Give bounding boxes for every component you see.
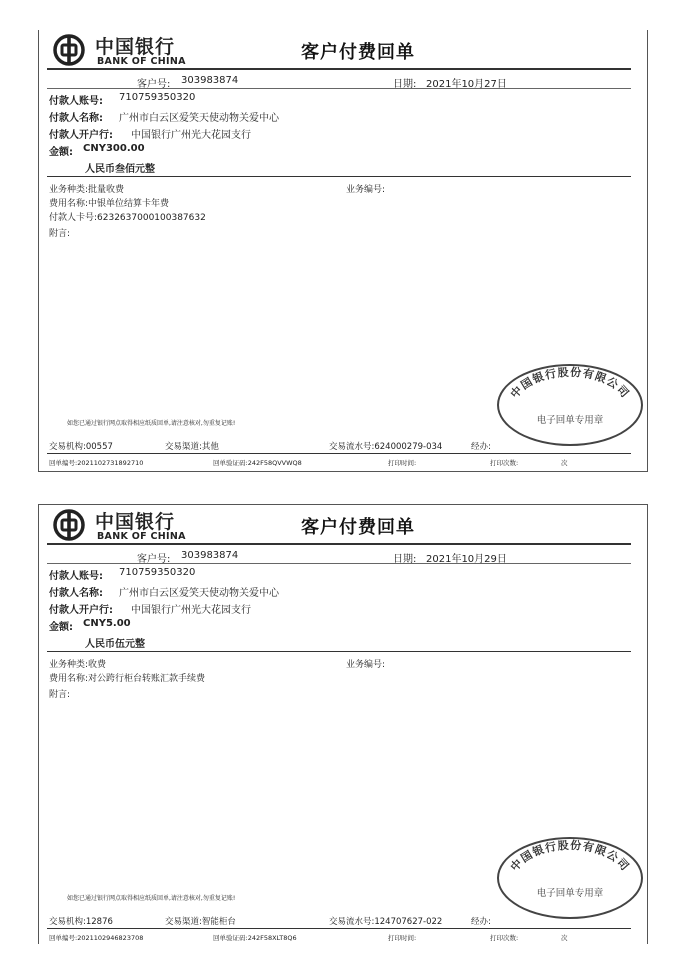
svg-text:中国银行股份有限公司: 中国银行股份有限公司	[508, 365, 632, 401]
trade-serial-no: 交易流水号:124707627-022	[329, 917, 443, 927]
trade-serial-no: 交易流水号:624000279-034	[329, 442, 443, 452]
page-title: 客户付费回单	[301, 42, 415, 63]
bank-of-china-logo-icon	[53, 509, 85, 541]
handler: 经办:	[471, 442, 491, 452]
seal-ring-text	[497, 837, 643, 919]
print-time: 打印时间:	[388, 934, 417, 942]
customer-no-label: 客户号:	[137, 79, 171, 90]
trade-org: 交易机构:00557	[49, 442, 113, 452]
date-value: 2021年10月27日	[426, 79, 507, 90]
header-divider	[47, 88, 631, 89]
date-label: 日期:	[393, 554, 417, 565]
business-no: 业务编号:	[346, 660, 386, 670]
amount-divider	[47, 176, 631, 177]
date-value: 2021年10月29日	[426, 554, 507, 565]
payer-card-no: 付款人卡号:6232637000100387632	[49, 213, 206, 223]
amount-in-words: 人民币叁佰元整	[85, 164, 155, 175]
amount-label: 金额:	[49, 147, 73, 158]
payer-name-label: 付款人名称:	[49, 113, 103, 124]
amount-in-words: 人民币伍元整	[85, 639, 145, 650]
trade-channel: 交易渠道:其他	[165, 442, 219, 452]
reconcile-notice: 如您已通过银行网点取得相应纸质回单,请注意核对,勿重复记账!	[67, 420, 236, 427]
amount-value: CNY300.00	[83, 143, 145, 154]
bank-of-china-logo-icon	[53, 34, 85, 66]
receipt-1	[38, 30, 648, 472]
seal-inner-text: 电子回单专用章	[536, 888, 604, 899]
header-divider	[47, 563, 631, 564]
payer-name: 广州市白云区爱笑天使动物关爱中心	[119, 588, 279, 599]
logo-chinese-text: 中国银行	[95, 511, 176, 533]
fee-name: 费用名称:对公跨行柜台转账汇款手续费	[49, 674, 206, 684]
receipt-no: 回单编号:2021102731892710	[49, 459, 144, 467]
verify-code: 回单验证码:242F58XLT8Q6	[213, 934, 297, 942]
customer-no: 303983874	[181, 75, 239, 86]
receipt-2	[38, 504, 648, 944]
amount-value: CNY5.00	[83, 618, 131, 629]
official-seal	[497, 364, 643, 446]
amount-label: 金额:	[49, 622, 73, 633]
logo-english-text: BANK OF CHINA	[97, 56, 186, 67]
footer-divider	[47, 453, 631, 454]
reconcile-notice: 如您已通过银行网点取得相应纸质回单,请注意核对,勿重复记账!	[67, 895, 236, 902]
footer-divider	[47, 928, 631, 929]
remark: 附言:	[49, 690, 71, 700]
verify-code: 回单验证码:242F58QVVWQ8	[213, 459, 302, 467]
business-type: 业务种类:批量收费	[49, 185, 125, 195]
svg-text:中国银行股份有限公司: 中国银行股份有限公司	[508, 838, 632, 874]
payer-account-label: 付款人账号:	[49, 96, 103, 107]
handler: 经办:	[471, 917, 491, 927]
logo-english-text: BANK OF CHINA	[97, 531, 186, 542]
trade-org: 交易机构:12876	[49, 917, 113, 927]
amount-divider	[47, 651, 631, 652]
title-divider	[47, 543, 631, 545]
seal-ring-text	[497, 364, 643, 446]
print-count-unit: 次	[561, 459, 568, 467]
payer-bank: 中国银行广州光大花园支行	[131, 605, 251, 616]
payer-account: 710759350320	[119, 567, 196, 578]
business-type: 业务种类:收费	[49, 660, 107, 670]
logo-chinese-text: 中国银行	[95, 36, 176, 58]
print-count: 打印次数:	[490, 459, 519, 467]
receipt-no: 回单编号:2021102946823708	[49, 934, 144, 942]
business-no: 业务编号:	[346, 185, 386, 195]
customer-no: 303983874	[181, 550, 239, 561]
payer-name: 广州市白云区爱笑天使动物关爱中心	[119, 113, 279, 124]
payer-bank-label: 付款人开户行:	[49, 130, 113, 141]
payer-account-label: 付款人账号:	[49, 571, 103, 582]
payer-bank: 中国银行广州光大花园支行	[131, 130, 251, 141]
payer-account: 710759350320	[119, 92, 196, 103]
title-divider	[47, 68, 631, 70]
seal-inner-text: 电子回单专用章	[536, 415, 604, 426]
page-title: 客户付费回单	[301, 517, 415, 538]
trade-channel: 交易渠道:智能柜台	[165, 917, 236, 927]
customer-no-label: 客户号:	[137, 554, 171, 565]
remark: 附言:	[49, 229, 71, 239]
date-label: 日期:	[393, 79, 417, 90]
print-time: 打印时间:	[388, 459, 417, 467]
payer-bank-label: 付款人开户行:	[49, 605, 113, 616]
official-seal	[497, 837, 643, 919]
payer-name-label: 付款人名称:	[49, 588, 103, 599]
print-count: 打印次数:	[490, 934, 519, 942]
fee-name: 费用名称:中银单位结算卡年费	[49, 199, 170, 209]
print-count-unit: 次	[561, 934, 568, 942]
